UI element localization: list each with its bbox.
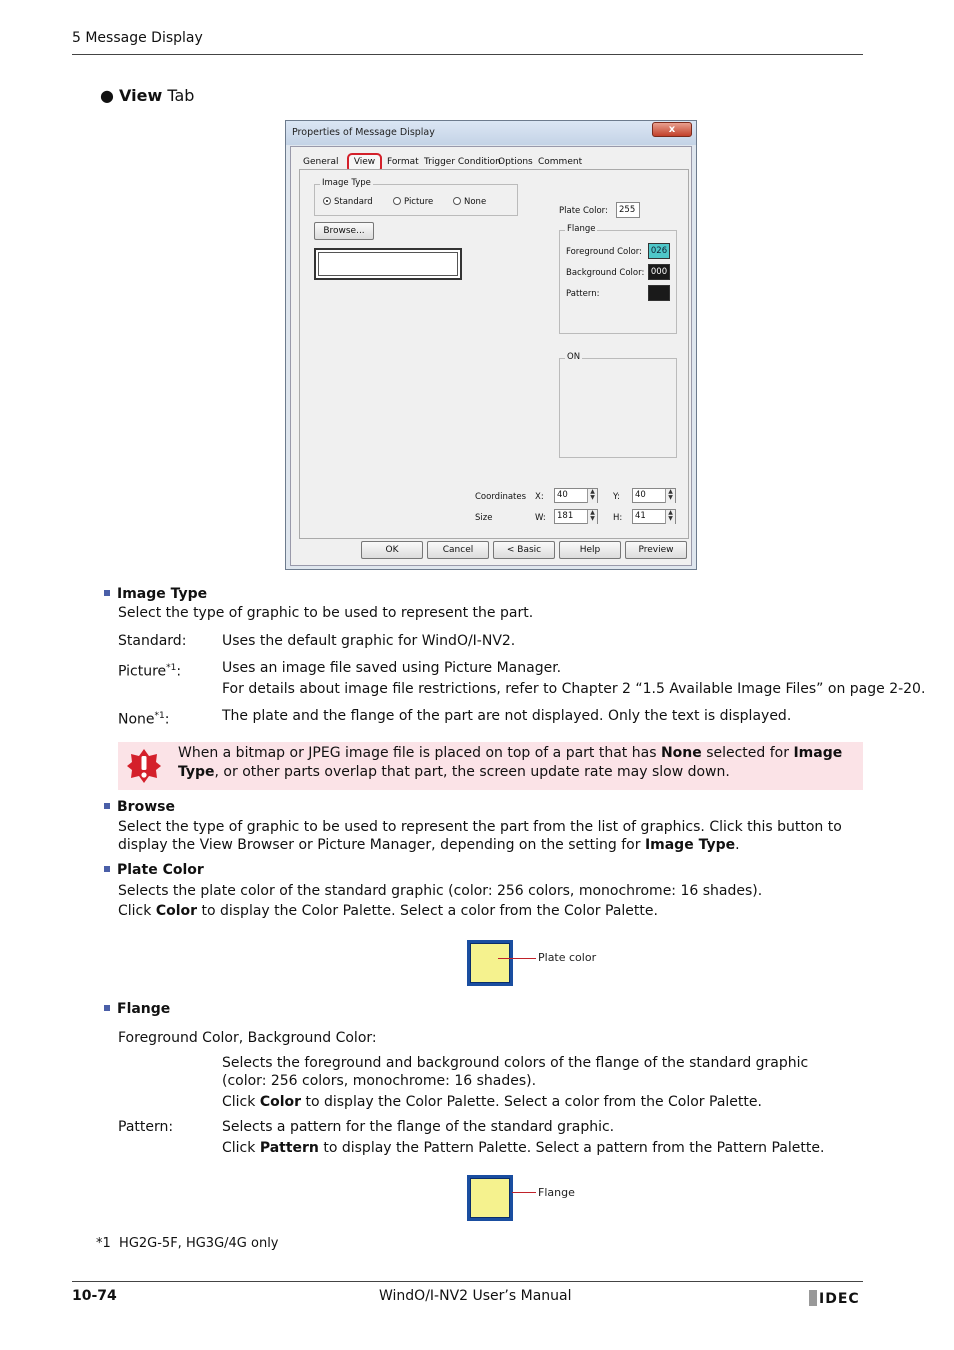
bullet-icon — [104, 590, 110, 596]
preview-button[interactable]: Preview — [625, 541, 687, 559]
browse-button[interactable]: Browse... — [314, 222, 374, 240]
page-number: 10-74 — [72, 1288, 117, 1304]
warning-b2: Image Type — [178, 745, 843, 780]
footnote-mark: *1 — [96, 1236, 111, 1251]
browse-heading-text: Browse — [117, 799, 175, 815]
footnote — [96, 1236, 279, 1251]
radio-picture-label: Picture — [404, 197, 434, 207]
tab-view[interactable]: View — [347, 153, 382, 173]
browse-t2: . — [735, 837, 740, 853]
flange-c2c: to display the Pattern Palette. Select a pattern from the Pattern Palette. — [318, 1140, 825, 1156]
flange-sample-fill — [470, 1178, 510, 1218]
view-heading-bold: View — [119, 86, 163, 105]
view-heading-rest: Tab — [162, 86, 195, 105]
flange-sample-label: Flange — [538, 1186, 575, 1199]
view-tab-heading: ● View Tab — [100, 86, 195, 105]
flange-heading-text: Flange — [117, 1001, 171, 1017]
cancel-button[interactable]: Cancel — [427, 541, 489, 559]
radio-picture[interactable] — [393, 197, 433, 207]
radio-icon — [393, 197, 401, 205]
plate-l2a: Click — [118, 903, 156, 919]
plate-color-sample-label: Plate color — [538, 951, 597, 964]
warning-icon — [126, 748, 162, 784]
flange-c1b: Color — [259, 1094, 302, 1110]
x-value: 40 — [557, 490, 568, 500]
flange-fgbg-term: Foreground Color, Background Color: — [118, 1030, 377, 1046]
browse-t1: Select the type of graphic to be used to represent the part from the list of graphics. Click this button to display the View Browser or Picture Manager, depending on the setting for — [118, 819, 842, 853]
ok-button[interactable]: OK — [361, 541, 423, 559]
tab-general[interactable]: General — [303, 157, 339, 167]
plate-color-label: Plate Color: — [559, 206, 608, 216]
spin-icon[interactable]: ▲ ▼ — [587, 489, 597, 503]
radio-none-label: None — [464, 197, 487, 207]
idec-logo-mark-icon — [809, 1290, 817, 1306]
browse-desc — [118, 818, 860, 854]
tab-trigger-condition[interactable]: Trigger Condition — [424, 157, 501, 167]
y-label: Y: — [613, 492, 620, 502]
x-input[interactable] — [554, 488, 598, 503]
flange-sample — [467, 1175, 513, 1221]
warning-t1: When a bitmap or JPEG image file is placed on top of a part that has — [178, 745, 661, 761]
picture-desc-2: For details about image file restrictions, refer to Chapter 2 “1.5 Available Image Files” on page 2-20. — [222, 681, 926, 697]
picture-desc-1: Uses an image file saved using Picture Manager. — [222, 660, 562, 676]
help-button[interactable]: Help — [559, 541, 621, 559]
flange-c2a: Click — [222, 1140, 260, 1156]
spin-icon[interactable]: ▲ ▼ — [587, 510, 597, 524]
image-type-intro: Select the type of graphic to be used to represent the part. — [118, 605, 534, 621]
footer-rule — [72, 1281, 863, 1282]
preview-box — [314, 248, 462, 280]
flange-color-click — [222, 1093, 762, 1111]
flange-group — [559, 224, 677, 334]
dialog-body — [290, 146, 692, 566]
flange-group-label: Flange — [567, 224, 596, 234]
flange-c2b: Pattern — [259, 1140, 319, 1156]
warning-t2: selected for — [701, 745, 794, 761]
plate-color-button[interactable]: 255 — [616, 202, 640, 218]
image-type-heading-text: Image Type — [117, 586, 208, 602]
plate-l2c: to display the Color Palette. Select a color from the Color Palette. — [197, 903, 658, 919]
pattern-button[interactable] — [648, 285, 670, 301]
spin-icon[interactable]: ▲ ▼ — [665, 489, 675, 503]
picture-term-text: Picture — [118, 663, 167, 680]
flange-pattern-desc: Selects a pattern for the flange of the standard graphic. — [222, 1119, 615, 1135]
on-group — [559, 352, 677, 458]
none-term — [118, 707, 169, 729]
dialog-title: Properties of Message Display — [292, 127, 435, 138]
w-label: W: — [535, 513, 546, 523]
warning-box — [118, 742, 863, 790]
w-value: 181 — [557, 511, 574, 521]
image-type-group-label: Image Type — [322, 178, 371, 188]
size-label: Size — [475, 513, 493, 523]
none-footnote-ref: *1 — [154, 711, 165, 721]
header-rule — [72, 54, 863, 55]
plate-color-line2 — [118, 902, 658, 920]
bullet-icon — [104, 1005, 110, 1011]
preview-inner — [318, 252, 458, 276]
on-group-label: ON — [567, 352, 581, 362]
none-colon: : — [164, 711, 170, 728]
radio-icon — [453, 197, 461, 205]
browse-heading — [104, 799, 175, 815]
flange-fgbg-desc: Selects the foreground and background colors of the flange of the standard graphic (color: 256 colors, monochrome: 16 shades). — [222, 1055, 809, 1089]
pattern-label: Pattern: — [566, 289, 600, 299]
warning-t3: , or other parts overlap that part, the screen update rate may slow down. — [214, 764, 730, 780]
warning-text — [178, 744, 858, 782]
browse-b1: Image Type — [644, 837, 736, 853]
spin-icon[interactable]: ▲ ▼ — [665, 510, 675, 524]
close-icon[interactable]: x — [652, 122, 692, 137]
bullet-icon — [104, 803, 110, 809]
flange-heading — [104, 1001, 170, 1017]
plate-l2b: Color — [155, 903, 198, 919]
plate-color-heading — [104, 862, 204, 878]
flange-pattern-term: Pattern: — [118, 1119, 174, 1135]
none-term-text: None — [118, 711, 155, 728]
radio-none[interactable] — [453, 197, 486, 207]
picture-footnote-ref: *1 — [166, 663, 177, 673]
tab-comment[interactable]: Comment — [538, 157, 583, 167]
plate-color-sample-fill — [470, 943, 510, 983]
dialog-titlebar — [286, 121, 696, 145]
picture-colon: : — [176, 663, 182, 680]
x-label: X: — [535, 492, 544, 502]
h-value: 41 — [635, 511, 646, 521]
background-color-button[interactable]: 000 — [648, 264, 670, 280]
standard-desc: Uses the default graphic for WindO/I-NV2. — [222, 633, 516, 649]
image-type-group — [314, 178, 518, 216]
basic-button[interactable]: < Basic — [493, 541, 555, 559]
plate-color-leader — [498, 958, 536, 959]
h-label: H: — [613, 513, 623, 523]
flange-c1c: to display the Color Palette. Select a color from the Color Palette. — [301, 1094, 762, 1110]
view-panel — [299, 169, 689, 539]
image-type-heading — [104, 586, 207, 602]
plate-color-line1: Selects the plate color of the standard graphic (color: 256 colors, monochrome: 16 shades). — [118, 883, 763, 899]
background-color-label: Background Color: — [566, 268, 645, 278]
radio-selected-icon — [323, 197, 331, 205]
w-input[interactable] — [554, 509, 598, 524]
properties-dialog — [285, 120, 697, 570]
flange-c1a: Click — [222, 1094, 260, 1110]
picture-term — [118, 659, 181, 681]
flange-pattern-click — [222, 1139, 824, 1157]
radio-standard[interactable] — [323, 197, 373, 207]
standard-term: Standard: — [118, 633, 187, 649]
footnote-text: HG2G-5F, HG3G/4G only — [119, 1236, 279, 1251]
chapter-header: 5 Message Display — [72, 30, 203, 46]
bullet-icon — [104, 866, 110, 872]
idec-logo-text: IDEC — [819, 1291, 860, 1307]
flange-leader — [512, 1192, 536, 1193]
tab-format[interactable]: Format — [387, 157, 419, 167]
manual-title: WindO/I-NV2 User’s Manual — [379, 1288, 572, 1304]
none-desc: The plate and the flange of the part are not displayed. Only the text is displayed. — [222, 708, 792, 724]
foreground-color-button[interactable]: 026 — [648, 243, 670, 259]
plate-color-sample — [467, 940, 513, 986]
tab-options[interactable]: Options — [498, 157, 533, 167]
foreground-color-label: Foreground Color: — [566, 247, 643, 257]
coordinates-label: Coordinates — [475, 492, 527, 502]
y-value: 40 — [635, 490, 646, 500]
idec-logo — [809, 1290, 865, 1308]
radio-standard-label: Standard — [334, 197, 373, 207]
h-input[interactable] — [632, 509, 676, 524]
warning-b1: None — [660, 745, 702, 761]
plate-color-heading-text: Plate Color — [117, 862, 204, 878]
y-input[interactable] — [632, 488, 676, 503]
